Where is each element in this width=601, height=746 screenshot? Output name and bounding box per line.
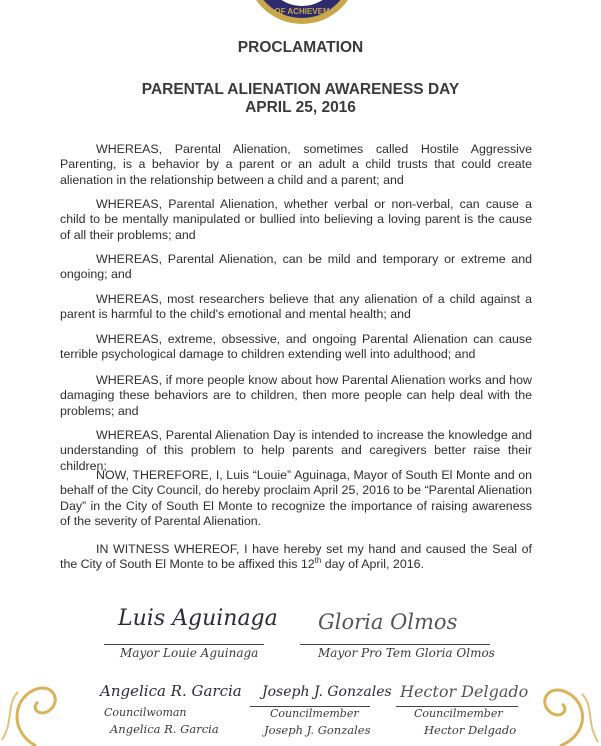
mayor-signature-line — [104, 644, 264, 645]
gonzales-title: Councilmember — [270, 707, 359, 720]
garcia-printed-name: Angelica R. Garcia — [110, 722, 219, 736]
city-seal — [248, 0, 356, 26]
pro-tem-signature-line — [300, 644, 490, 645]
whereas-paragraph-5: WHEREAS, extreme, obsessive, and ongoing Parental Alienation can cause terrible psychological damage to children extending well into adulthood; and — [60, 332, 532, 362]
whereas-paragraph-4: WHEREAS, most researchers believe that any alienation of a child against a parent is harmful to the child's emotional and mental health; and — [60, 292, 532, 322]
delgado-signature: Hector Delgado — [400, 682, 529, 701]
whereas-paragraph-1: WHEREAS, Parental Alienation, sometimes called Hostile Aggressive Parenting, is a behavior by a parent or an adult a child trusts that could create alienation in the relationship between a child and a parent; and — [60, 142, 532, 187]
delgado-printed-name: Hector Delgado — [424, 723, 517, 737]
title-date: APRIL 25, 2016 — [245, 99, 356, 116]
pro-tem-signature: Gloria Olmos — [318, 610, 458, 634]
witness-text-end: day of April, 2016. — [321, 557, 424, 572]
garcia-signature: Angelica R. Garcia — [100, 682, 242, 700]
whereas-paragraph-3: WHEREAS, Parental Alienation, can be mild and temporary or extreme and ongoing; and — [60, 252, 532, 282]
whereas-paragraph-6: WHEREAS, if more people know about how Parental Alienation works and how damaging these behaviors are to children, then more people can help deal with the problems; and — [60, 373, 532, 418]
therefore-paragraph: NOW, THEREFORE, I, Luis “Louie” Aguinaga, Mayor of South El Monte and on behalf of the City Council, do hereby proclaim April 25, 2016 to be “Parental Alienation Day” in the City of South El Monte to recognize the importance of raising awareness of the severity of Parental Alienation. — [60, 468, 532, 529]
right-flourish-icon — [528, 664, 601, 746]
left-flourish-icon — [0, 660, 70, 746]
garcia-title: Councilwoman — [104, 706, 187, 719]
gonzales-printed-name: Joseph J. Gonzales — [264, 723, 371, 737]
mayor-signature: Luis Aguinaga — [118, 606, 278, 631]
delgado-title: Councilmember — [414, 707, 503, 720]
proclamation-heading: PROCLAMATION — [237, 39, 364, 56]
seal-text: OF ACHIEVEM — [274, 7, 330, 16]
proclamation-title — [0, 81, 601, 117]
witness-paragraph — [60, 542, 532, 573]
whereas-paragraph-7: WHEREAS, Parental Alienation Day is intended to increase the knowledge and understanding of this problem to help parents and caregivers better raise their children; — [60, 428, 532, 473]
gonzales-signature: Joseph J. Gonzales — [262, 684, 392, 700]
mayor-printed-name: Mayor Louie Aguinaga — [120, 646, 259, 660]
pro-tem-printed-name: Mayor Pro Tem Gloria Olmos — [318, 646, 495, 660]
witness-text: IN WITNESS WHEREOF, I have hereby set my hand and caused the Seal of the City of South El Monte to be affixed this 12 — [60, 542, 532, 572]
witness-superscript: th — [314, 556, 322, 566]
title-line-1: PARENTAL ALIENATION AWARENESS DAY — [141, 81, 460, 98]
whereas-paragraph-2: WHEREAS, Parental Alienation, whether verbal or non-verbal, can cause a child to be mentally manipulated or bullied into believing a loving parent is the cause of all their problems; and — [60, 197, 532, 242]
